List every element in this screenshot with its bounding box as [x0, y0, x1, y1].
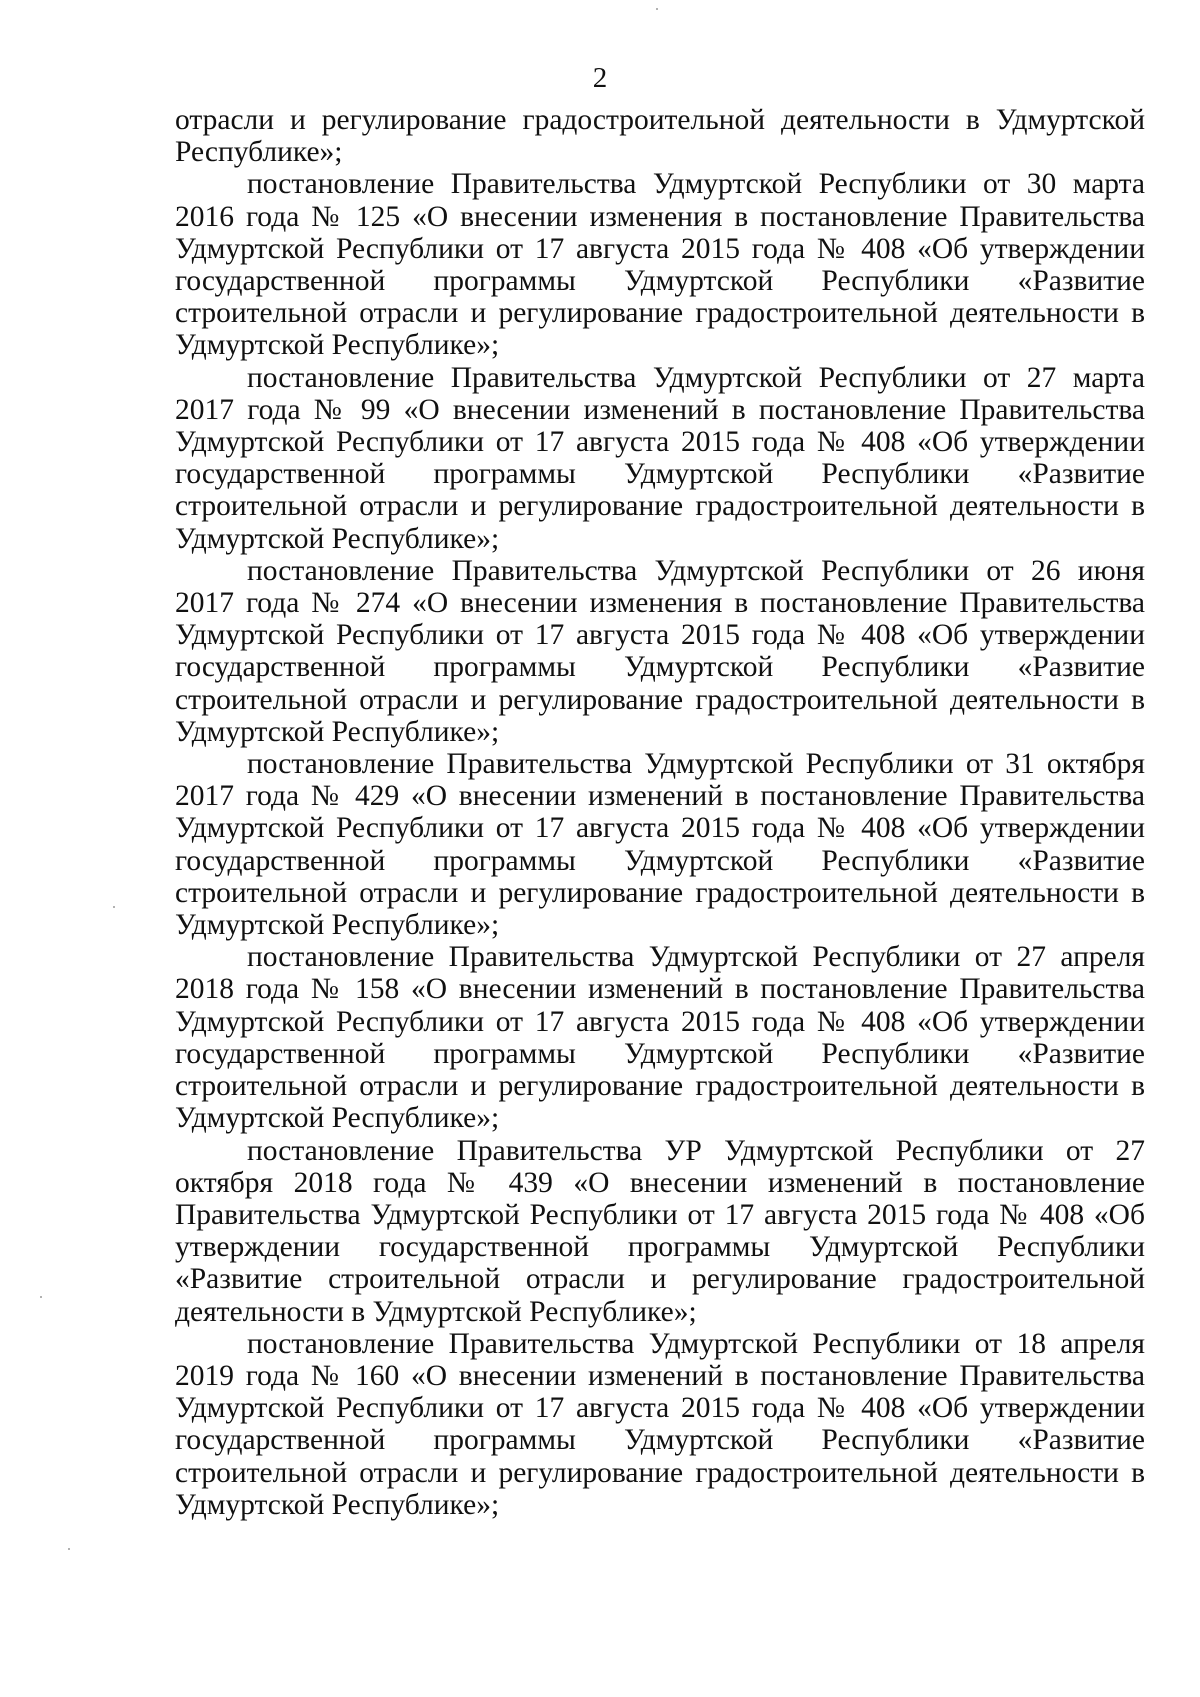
page-number: 2	[592, 62, 608, 94]
paragraph-resolution-2017-99: постановление Правительства Удмуртской Республики от 27 марта 2017 года № 99 «О внесении изменений в постановление Правительства Удмуртской Республики от 17 августа 2015 года № 408 «Об утверждении государственной программы Удмуртской Республики «Развитие строительной отрасли и регулирование градостроительной деятельности в Удмуртской Республике»;	[175, 361, 1145, 555]
document-body	[175, 104, 1145, 1521]
paragraph-resolution-2017-429: постановление Правительства Удмуртской Республики от 31 октября 2017 года № 429 «О внесении изменений в постановление Правительства Удмуртской Республики от 17 августа 2015 года № 408 «Об утверждении государственной программы Удмуртской Республики «Развитие строительной отрасли и регулирование градостроительной деятельности в Удмуртской Республике»;	[175, 748, 1145, 942]
paragraph-resolution-2016-125: постановление Правительства Удмуртской Республики от 30 марта 2016 года № 125 «О внесении изменения в постановление Правительства Удмуртской Республики от 17 августа 2015 года № 408 «Об утверждении государственной программы Удмуртской Республики «Развитие строительной отрасли и регулирование градостроительной деятельности в Удмуртской Республике»;	[175, 168, 1145, 362]
scan-speck	[656, 8, 658, 10]
paragraph-resolution-2019-160: постановление Правительства Удмуртской Республики от 18 апреля 2019 года № 160 «О внесении изменений в постановление Правительства Удмуртской Республики от 17 августа 2015 года № 408 «Об утверждении государственной программы Удмуртской Республики «Развитие строительной отрасли и регулирование градостроительной деятельности в Удмуртской Республике»;	[175, 1327, 1145, 1521]
paragraph-resolution-2018-158: постановление Правительства Удмуртской Республики от 27 апреля 2018 года № 158 «О внесении изменений в постановление Правительства Удмуртской Республики от 17 августа 2015 года № 408 «Об утверждении государственной программы Удмуртской Республики «Развитие строительной отрасли и регулирование градостроительной деятельности в Удмуртской Республике»;	[175, 941, 1145, 1135]
paragraph-resolution-2017-274: постановление Правительства Удмуртской Республики от 26 июня 2017 года № 274 «О внесении изменения в постановление Правительства Удмуртской Республики от 17 августа 2015 года № 408 «Об утверждении государственной программы Удмуртской Республики «Развитие строительной отрасли и регулирование градостроительной деятельности в Удмуртской Республике»;	[175, 554, 1145, 748]
paragraph-continuation: отрасли и регулирование градостроительной деятельности в Удмуртской Республике»;	[175, 104, 1145, 169]
scan-speck	[40, 1296, 42, 1298]
scan-speck	[68, 1548, 70, 1550]
scan-speck	[113, 906, 115, 908]
paragraph-resolution-2018-439: постановление Правительства УР Удмуртской Республики от 27 октября 2018 года № 439 «О внесении изменений в постановление Правительства Удмуртской Республики от 17 августа 2015 года № 408 «Об утверждении государственной программы Удмуртской Республики «Развитие строительной отрасли и регулирование градостроительной деятельности в Удмуртской Республике»;	[175, 1134, 1145, 1328]
